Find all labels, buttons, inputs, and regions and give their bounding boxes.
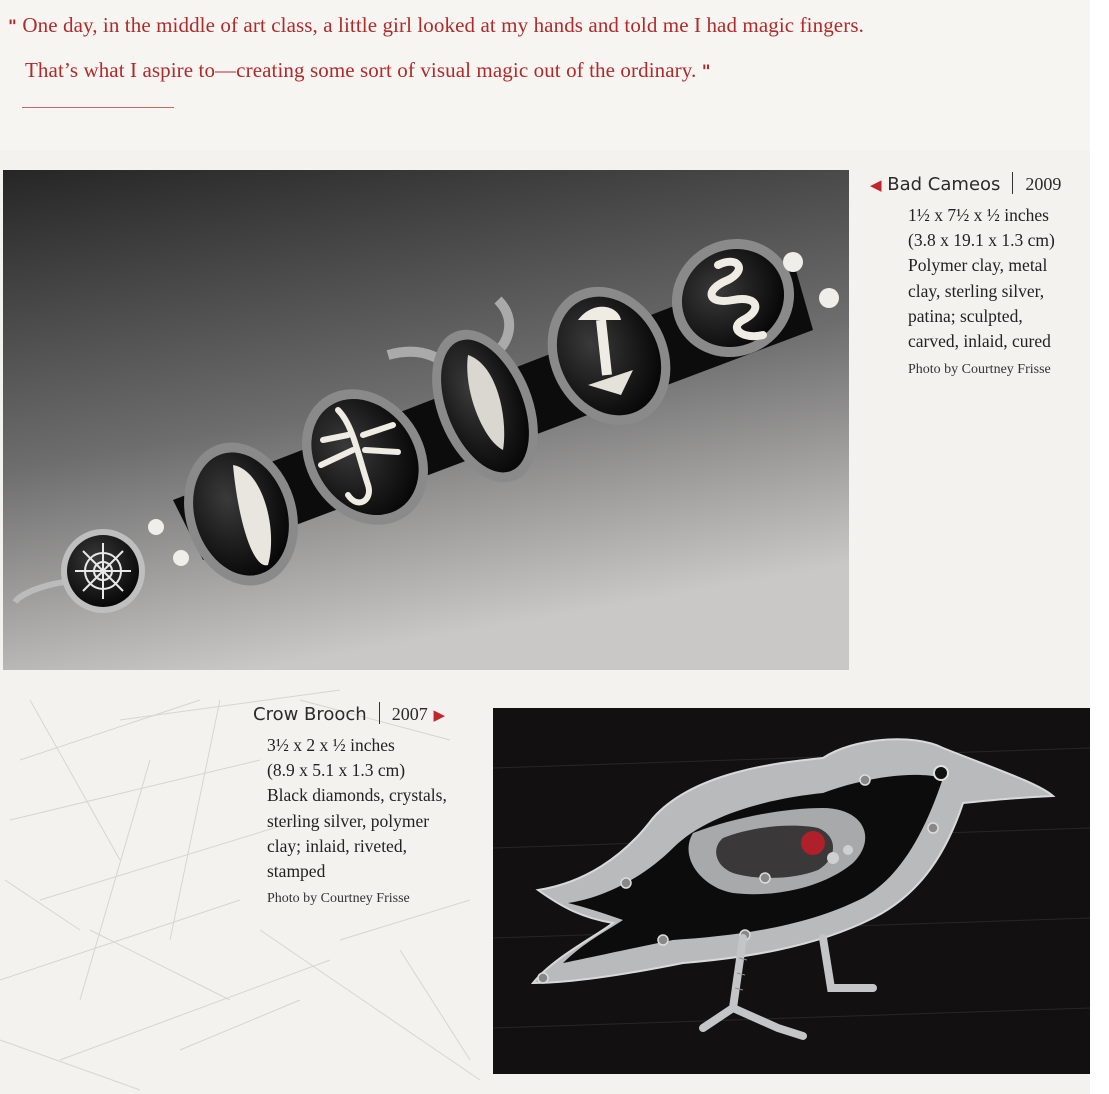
detail-line: clay; inlaid, riveted,	[267, 835, 407, 856]
crow-brooch-year: 2007	[391, 704, 428, 724]
detail-line: carved, inlaid, cured	[908, 331, 1051, 352]
quote-line-2	[25, 58, 711, 83]
detail-line: (8.9 x 5.1 x 1.3 cm)	[267, 760, 406, 781]
quote-text-2: That’s what I aspire to—creating some sort of visual magic out of the ordinary.	[25, 58, 697, 82]
detail-line: Black diamonds, crystals,	[267, 785, 447, 806]
detail-line: stamped	[267, 861, 326, 882]
crow-brooch-photo	[493, 708, 1090, 1074]
detail-line: clay, sterling silver,	[908, 280, 1045, 301]
detail-line: (3.8 x 19.1 x 1.3 cm)	[908, 230, 1055, 251]
quote-line-1	[8, 13, 864, 38]
crow-brooch-details	[267, 733, 447, 884]
bad-cameos-details	[908, 203, 1055, 354]
bad-cameos-title	[870, 172, 1061, 195]
title-separator	[1012, 172, 1013, 194]
quote-divider	[22, 107, 174, 108]
detail-line: 3½ x 2 x ½ inches	[267, 735, 395, 755]
detail-line: sterling silver, polymer	[267, 810, 430, 831]
detail-line: Polymer clay, metal	[908, 255, 1048, 276]
left-pointer-icon: ◀	[870, 176, 882, 194]
detail-line: 1½ x 7½ x ½ inches	[908, 205, 1049, 225]
detail-line: patina; sculpted,	[908, 305, 1023, 326]
crow-brooch-title-text: Crow Brooch	[253, 704, 367, 725]
crow-brooch-title	[253, 702, 445, 725]
open-quote-mark: "	[8, 17, 17, 37]
close-quote-mark: "	[701, 62, 711, 82]
bad-cameos-credit: Photo by Courtney Frisse	[908, 362, 1051, 377]
bad-cameos-title-text: Bad Cameos	[887, 174, 1001, 195]
bad-cameos-photo	[3, 170, 849, 670]
title-separator	[379, 702, 380, 724]
right-pointer-icon: ▶	[433, 706, 445, 724]
bad-cameos-year: 2009	[1025, 174, 1062, 194]
crow-brooch-credit: Photo by Courtney Frisse	[267, 891, 410, 906]
quote-text-1: One day, in the middle of art class, a little girl looked at my hands and told me I had magic fingers.	[22, 13, 864, 37]
